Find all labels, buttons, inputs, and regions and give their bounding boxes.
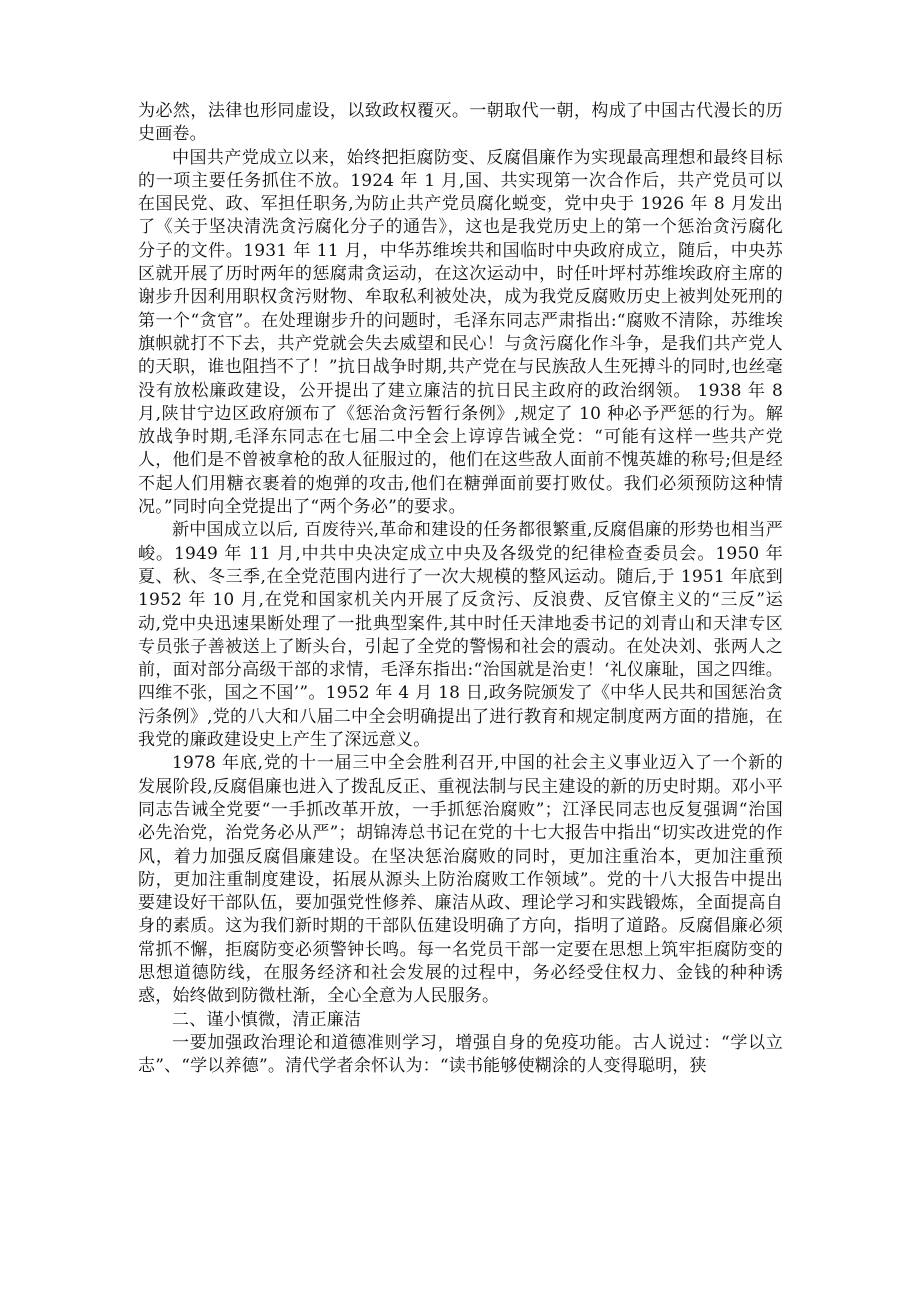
paragraph-reform-era: 1978 年底,党的十一届三中全会胜利召开,中国的社会主义事业迈入了一个新的发展阶段,反腐倡廉也进入了拨乱反正、重视法制与民主建设的新的历史时期。邓小平同志告诫全党要“一手抓改革开放，一手抓惩治腐败”；江泽民同志也反复强调“治国必先治党，治党务必从严”；胡锦涛总书记在党的十七大报告中指出“切实改进党的作风，着力加强反腐倡廉建设。在坚决惩治腐败的同时，更加注重治本，更加注重预防，更加注重制度建设，拓展从源头上防治腐败工作领域”。党的十八大报告中提出要建设好干部队伍，要加强党性修养、廉洁从政、理论学习和实践锻炼，全面提高自身的素质。这为我们新时期的干部队伍建设明确了方向，指明了道路。反腐倡廉必须常抓不懈，拒腐防变必须警钟长鸣。每一名党员干部一定要在思想上筑牢拒腐防变的思想道德防线，在服务经济和社会发展的过程中，务必经受住权力、金钱的种种诱惑，始终做到防微杜渐，全心全意为人民服务。 (138, 753, 783, 1007)
section-heading: 二、谨小慎微，清正廉洁 (172, 1009, 362, 1030)
paragraph-continuation: 为必然，法律也形同虚设，以致政权覆灭。一朝取代一朝，构成了中国古代漫长的历史画卷。 (138, 101, 783, 145)
paragraph-study: 一要加强政治理论和道德准则学习，增强自身的免疫功能。古人说过：“学以立志”、“学以养德”。清代学者余怀认为：“读书能够使糊涂的人变得聪明，狭 (138, 1032, 783, 1077)
paragraph-new-china: 新中国成立以后, 百废待兴,革命和建设的任务都很繁重,反腐倡廉的形势也相当严峻。1949 年 11 月,中共中央决定成立中央及各级党的纪律检查委员会。1950 年夏、秋、冬三季,在全党范围内进行了一次大规模的整风运动。随后,于 1951 年底到 1952 年 10 月,在党和国家机关内开展了反贪污、反浪费、反官僚主义的“三反”运动,党中央迅速果断处理了一批典型案件,其中时任天津地委书记的刘青山和天津专区专员张子善被送上了断头台，引起了全党的警惕和社会的震动。在处决刘、张两人之前，面对部分高级干部的求情，毛泽东指出:“治国就是治吏！‘礼仪廉耻，国之四维。四维不张，国之不国’”。1952 年 4 月 18 日,政务院颁发了《中华人民共和国惩治贪污条例》,党的八大和八届二中全会明确提出了进行教育和规定制度两方面的措施，在我党的廉政建设史上产生了深远意义。 (138, 520, 783, 751)
paragraph-party-history: 中国共产党成立以来，始终把拒腐防变、反腐倡廉作为实现最高理想和最终目标的一项主要任务抓住不放。1924 年 1 月,国、共实现第一次合作后，共产党员可以在国民党、政、军担任职务,为防止共产党员腐化蜕变，党中央于 1926 年 8 月发出了《关于坚决清洗贪污腐化分子的通告》，这也是我党历史上的第一个惩治贪污腐化分子的文件。1931 年 11 月，中华苏维埃共和国临时中央政府成立，随后，中央苏区就开展了历时两年的惩腐肃贪运动，在这次运动中，时任叶坪村苏维埃政府主席的谢步升因利用职权贪污财物、牟取私利被处决，成为我党反腐败历史上被判处死刑的第一个“贪官”。在处理谢步升的问题时，毛泽东同志严肃指出:“腐败不清除，苏维埃旗帜就打不下去，共产党就会失去威望和民心！与贪污腐化作斗争，是我们共产党人的天职，谁也阻挡不了！”抗日战争时期,共产党在与民族敌人生死搏斗的同时,也丝毫没有放松廉政建设，公开提出了建立廉洁的抗日民主政府的政治纲领。 1938 年 8 月,陕甘宁边区政府颁布了《惩治贪污暂行条例》,规定了 10 种必予严惩的行为。解放战争时期,毛泽东同志在七届二中全会上谆谆告诫全党：“可能有这样一些共产党人，他们是不曾被拿枪的敌人征服过的，他们在这些敌人面前不愧英雄的称号;但是经不起人们用糖衣裹着的炮弹的攻击,他们在糖弹面前要打败仗。我们必须预防这种情况。”同时向全党提出了“两个务必”的要求。 (138, 147, 783, 518)
document-page (138, 100, 783, 1078)
